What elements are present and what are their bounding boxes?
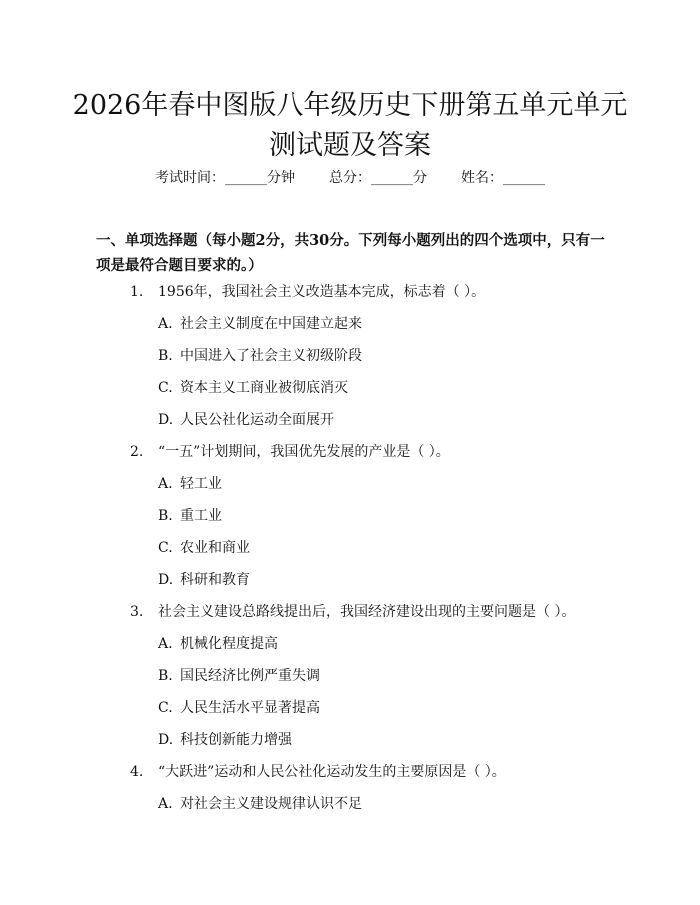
option-letter: A. (158, 636, 173, 652)
question-3-option-c (158, 699, 320, 717)
option-text: 科研和教育 (180, 572, 250, 588)
option-letter: C. (158, 380, 173, 396)
option-text: 农业和商业 (180, 540, 250, 556)
option-letter: C. (158, 700, 173, 716)
option-text: 人民公社化运动全面展开 (180, 412, 334, 428)
question-2-option-b (158, 507, 222, 525)
question-3-option-b (158, 667, 320, 685)
question-text: “一五”计划期间，我国优先发展的产业是（ ）。 (158, 444, 450, 460)
question-2-option-c (158, 539, 250, 557)
question-number: 4. (130, 764, 144, 780)
question-1-option-b (158, 347, 362, 365)
option-text: 中国进入了社会主义初级阶段 (180, 348, 362, 364)
option-letter: B. (158, 348, 173, 364)
option-letter: A. (158, 476, 173, 492)
option-text: 轻工业 (180, 476, 222, 492)
option-text: 重工业 (180, 508, 222, 524)
student-name-field: 姓名：______ (461, 170, 545, 186)
question-2-option-a (158, 475, 222, 493)
question-1 (130, 283, 485, 301)
question-2-option-d (158, 571, 250, 589)
question-3 (130, 603, 575, 621)
question-text: 社会主义建设总路线提出后，我国经济建设出现的主要问题是（ ）。 (158, 604, 576, 620)
option-letter: B. (158, 508, 173, 524)
option-text: 资本主义工商业被彻底消灭 (180, 380, 348, 396)
document-title: 2026年春中图版八年级历史下册第五单元单元测试题及答案 (72, 90, 628, 161)
question-3-option-a (158, 635, 278, 653)
question-text: 1956年，我国社会主义改造基本完成，标志着（ ）。 (158, 284, 486, 300)
question-1-option-c (158, 379, 348, 397)
question-number: 1. (130, 284, 144, 300)
question-number: 2. (130, 444, 144, 460)
option-text: 科技创新能力增强 (180, 732, 292, 748)
question-4 (130, 763, 506, 781)
exam-info-line (0, 169, 700, 187)
option-text: 社会主义制度在中国建立起来 (180, 316, 362, 332)
question-4-option-a (158, 795, 362, 813)
question-3-option-d (158, 731, 292, 749)
option-letter: A. (158, 316, 173, 332)
question-number: 3. (130, 604, 144, 620)
option-letter: D. (158, 732, 174, 748)
option-letter: D. (158, 572, 174, 588)
option-letter: B. (158, 668, 173, 684)
option-letter: A. (158, 796, 173, 812)
option-text: 国民经济比例严重失调 (180, 668, 320, 684)
question-text: “大跃进”运动和人民公社化运动发生的主要原因是（ ）。 (158, 764, 506, 780)
option-letter: D. (158, 412, 174, 428)
option-text: 机械化程度提高 (180, 636, 278, 652)
question-2 (130, 443, 450, 461)
option-letter: C. (158, 540, 173, 556)
exam-time-field: 考试时间：______分钟 (155, 170, 295, 186)
total-score-field: 总分：______分 (329, 170, 427, 186)
option-text: 对社会主义建设规律认识不足 (180, 796, 362, 812)
question-1-option-d (158, 411, 334, 429)
option-text: 人民生活水平显著提高 (180, 700, 320, 716)
question-1-option-a (158, 315, 362, 333)
section-heading: 一、单项选择题（每小题2分，共30分。下列每小题列出的四个选项中，只有一项是最符合题目要求的。） (96, 232, 605, 274)
